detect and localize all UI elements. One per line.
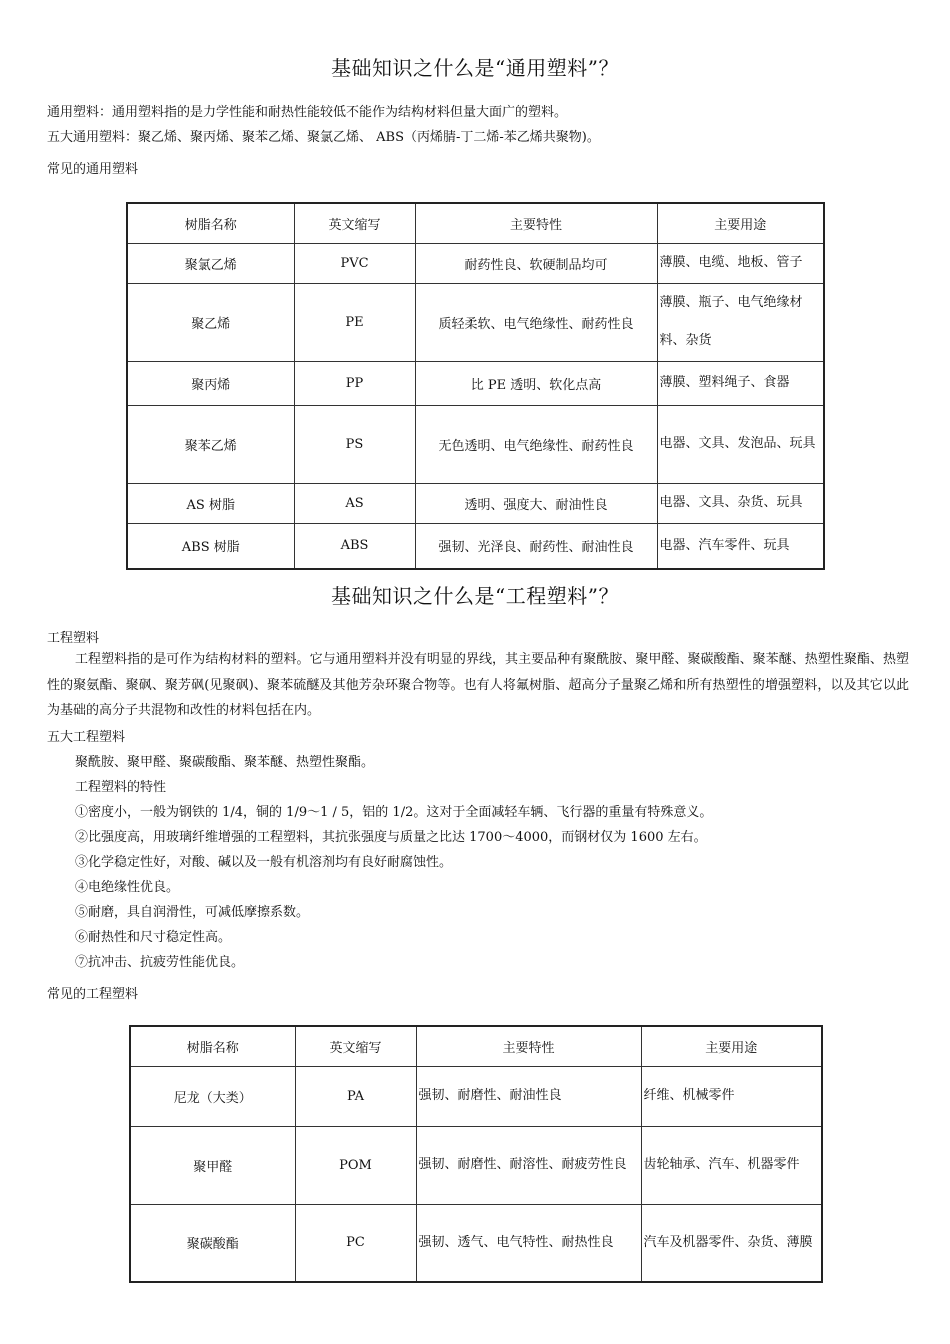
- header-main-features: 主要特性: [416, 1026, 641, 1066]
- cell-name: 聚碳酸酯: [130, 1204, 295, 1282]
- cell-feature: 透明、强度大、耐油性良: [415, 483, 657, 523]
- header-main-uses: 主要用途: [641, 1026, 822, 1066]
- cell-abbr: PVC: [294, 243, 415, 283]
- common-engineering-plastics-label: 常见的工程塑料: [47, 987, 139, 1002]
- cell-use: 纤维、机械零件: [641, 1066, 822, 1126]
- table-row: [130, 1066, 822, 1126]
- cell-feature: 比 PE 透明、软化点高: [415, 361, 657, 405]
- engineering-plastics-label: 工程塑料: [47, 631, 100, 646]
- properties-label: 工程塑料的特性: [75, 780, 167, 795]
- cell-use: 电器、文具、杂货、玩具: [657, 483, 824, 523]
- cell-use: 薄膜、塑料绳子、食器: [657, 361, 824, 405]
- table-row: [127, 483, 824, 523]
- cell-name: 尼龙（大类）: [130, 1066, 295, 1126]
- header-main-uses: 主要用途: [657, 203, 824, 243]
- cell-name: ABS 树脂: [127, 523, 294, 569]
- cell-use: 薄膜、瓶子、电气绝缘材料、杂货: [657, 283, 824, 361]
- cell-feature: 强韧、耐磨性、耐油性良: [416, 1066, 641, 1126]
- property-item: ⑤耐磨，具自润滑性，可减低摩擦系数。: [75, 905, 310, 920]
- cell-name: 聚丙烯: [127, 361, 294, 405]
- table-row: [127, 243, 824, 283]
- header-main-features: 主要特性: [415, 203, 657, 243]
- cell-name: AS 树脂: [127, 483, 294, 523]
- general-plastics-definition: 通用塑料：通用塑料指的是力学性能和耐热性能较低不能作为结构材料但量大面广的塑料。: [47, 105, 568, 120]
- cell-use: 汽车及机器零件、杂货、薄膜: [641, 1204, 822, 1282]
- cell-use: 齿轮轴承、汽车、机器零件: [641, 1126, 822, 1204]
- cell-feature: 强韧、透气、电气特性、耐热性良: [416, 1204, 641, 1282]
- property-item: ⑦抗冲击、抗疲劳性能优良。: [75, 955, 245, 970]
- five-engineering-plastics-list: 聚酰胺、聚甲醛、聚碳酸酯、聚苯醚、热塑性聚酯。: [75, 755, 375, 770]
- property-item: ①密度小，一般为钢铁的 1/4，铜的 1/9～1 / 5，铝的 1/2。这对于全面减轻车辆、飞行器的重量有特殊意义。: [75, 805, 713, 820]
- cell-abbr: PP: [294, 361, 415, 405]
- cell-use: 电器、汽车零件、玩具: [657, 523, 824, 569]
- cell-name: 聚氯乙烯: [127, 243, 294, 283]
- cell-name: 聚乙烯: [127, 283, 294, 361]
- cell-use: 薄膜、电缆、地板、管子: [657, 243, 824, 283]
- cell-feature: 质轻柔软、电气绝缘性、耐药性良: [415, 283, 657, 361]
- cell-feature: 强韧、耐磨性、耐溶性、耐疲劳性良: [416, 1126, 641, 1204]
- five-engineering-plastics-label: 五大工程塑料: [47, 730, 126, 745]
- cell-feature: 耐药性良、软硬制品均可: [415, 243, 657, 283]
- header-resin-name: 树脂名称: [130, 1026, 295, 1066]
- header-resin-name: 树脂名称: [127, 203, 294, 243]
- cell-name: 聚甲醛: [130, 1126, 295, 1204]
- common-general-plastics-label: 常见的通用塑料: [47, 162, 139, 177]
- cell-abbr: PA: [295, 1066, 416, 1126]
- five-general-plastics: 五大通用塑料：聚乙烯、聚丙烯、聚苯乙烯、聚氯乙烯、 ABS（丙烯腈-丁二烯-苯乙烯共聚物)。: [47, 130, 600, 145]
- cell-feature: 无色透明、电气绝缘性、耐药性良: [415, 405, 657, 483]
- table-header-row: [127, 203, 824, 243]
- cell-use: 电器、文具、发泡品、玩具: [657, 405, 824, 483]
- engineering-plastics-paragraph: 工程塑料指的是可作为结构材料的塑料。它与通用塑料并没有明显的界线，其主要品种有聚酰胺、聚甲醛、聚碳酸酯、聚苯醚、热塑性聚酯、热塑性的聚氨酯、聚砜、聚芳砜(见聚砜)、聚苯硫醚及其他芳杂环聚合物等。也有人将氟树脂、超高分子量聚乙烯和所有热塑性的增强塑料，以及其它以此为基础的高分子共混物和改性的材料包括在内。: [47, 652, 909, 718]
- table-row: [130, 1204, 822, 1282]
- header-abbreviation: 英文缩写: [295, 1026, 416, 1066]
- cell-abbr: PC: [295, 1204, 416, 1282]
- property-item: ③化学稳定性好，对酸、碱以及一般有机溶剂均有良好耐腐蚀性。: [75, 855, 453, 870]
- cell-abbr: PS: [294, 405, 415, 483]
- table-row: [127, 523, 824, 569]
- header-abbreviation: 英文缩写: [294, 203, 415, 243]
- general-plastics-table: [126, 202, 825, 570]
- section2-title: 基础知识之什么是“工程塑料”？: [331, 584, 619, 608]
- section1-title: 基础知识之什么是“通用塑料”？: [331, 56, 619, 80]
- table-row: [127, 361, 824, 405]
- cell-abbr: PE: [294, 283, 415, 361]
- property-item: ②比强度高，用玻璃纤维增强的工程塑料，其抗张强度与质量之比达 1700～4000，而钢材仅为 1600 左右。: [75, 830, 707, 845]
- cell-abbr: AS: [294, 483, 415, 523]
- cell-feature: 强韧、光泽良、耐药性、耐油性良: [415, 523, 657, 569]
- table-row: [130, 1126, 822, 1204]
- engineering-plastics-table: [129, 1025, 823, 1283]
- cell-name: 聚苯乙烯: [127, 405, 294, 483]
- property-item: ⑥耐热性和尺寸稳定性高。: [75, 930, 232, 945]
- cell-abbr: POM: [295, 1126, 416, 1204]
- table-header-row: [130, 1026, 822, 1066]
- table-row: [127, 283, 824, 361]
- property-item: ④电绝缘性优良。: [75, 880, 180, 895]
- table-row: [127, 405, 824, 483]
- cell-abbr: ABS: [294, 523, 415, 569]
